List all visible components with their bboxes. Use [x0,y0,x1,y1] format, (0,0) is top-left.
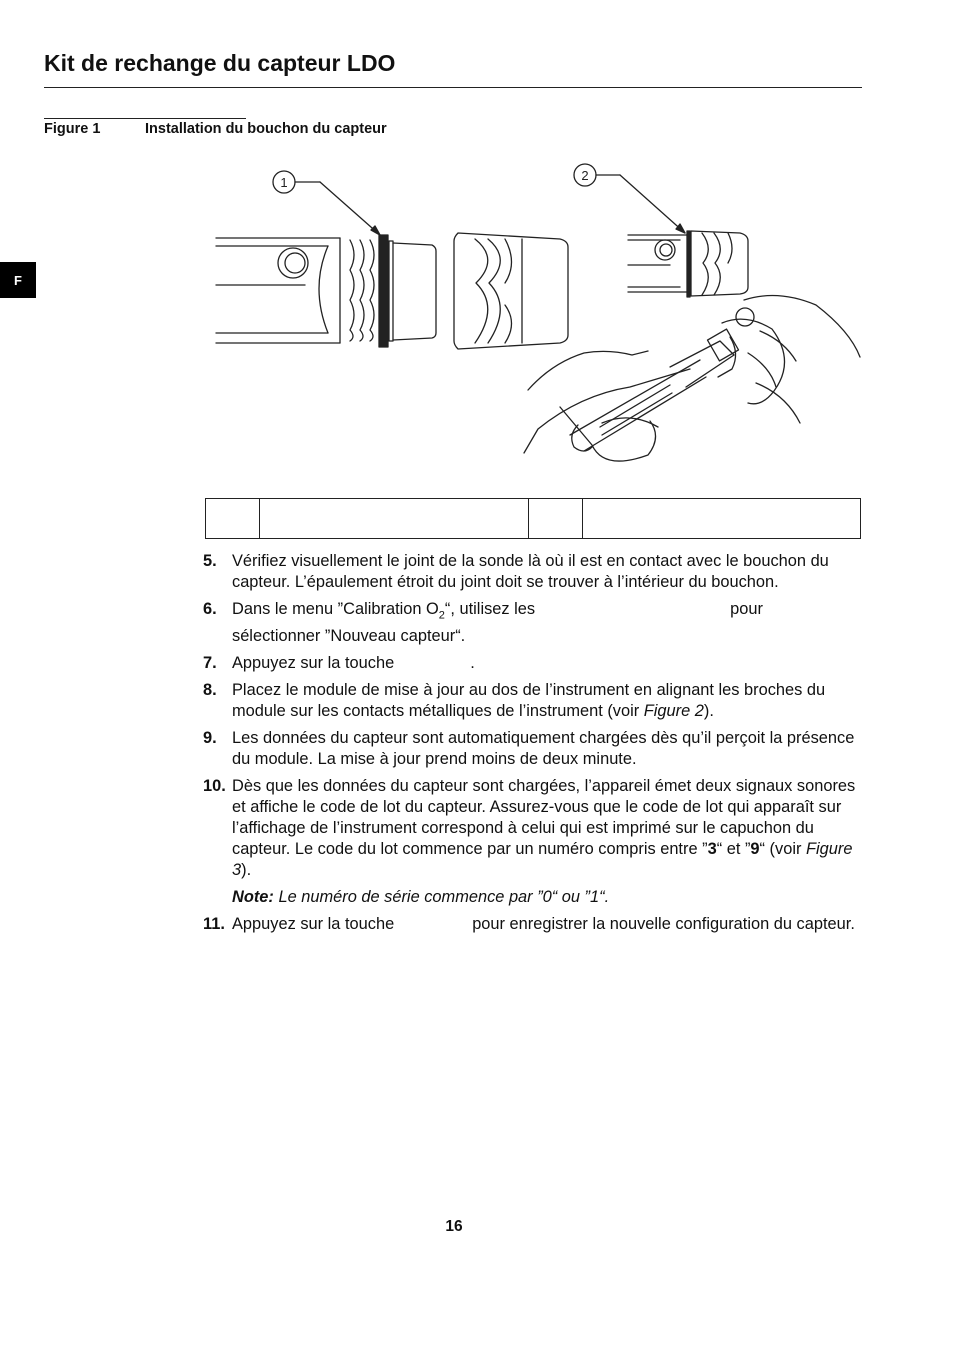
sensor-cap-illustration [200,155,870,485]
note [203,887,863,908]
step-10 [203,776,863,881]
step-7 [203,653,863,674]
o2-subscript: 2 [438,609,445,622]
language-tab: F [0,262,36,298]
step-6 [203,599,863,647]
step-number: 9. [203,729,217,748]
sensor-cap [454,233,568,349]
legend-cell [583,499,861,539]
lot-code-start: 3 [707,840,717,859]
figure-reference: Figure 2 [643,702,704,721]
step-5 [203,551,863,593]
step-8 [203,680,863,722]
step-9 [203,728,863,770]
step-text: ). [703,702,714,721]
step-text: Dès que les données du capteur sont chargées, l’appareil émet deux signaux sonores et affiche le code de lot du capteur. Assurez-vous que le code de lot qui apparaît sur l’affichage de l’instrument correspond à celui qui est imprimé sur le capuchon du capteur. Le code du lot commence par un numéro compris entre ” [232,777,856,859]
step-text: “ et ” [716,840,751,859]
step-text: Vérifiez visuellement le joint de la sonde là où il est en contact avec le bouchon du capteur. L’épaulement étroit du joint doit se trouver à l’intérieur du bouchon. [232,552,829,591]
step-number: 8. [203,681,217,700]
step-text: . [470,654,475,673]
page-number: 16 [445,1218,463,1235]
callout-1-label: 1 [280,175,288,190]
procedure-steps [203,551,863,941]
figure-caption: Installation du bouchon du capteur [145,121,387,137]
note-text: Le numéro de série commence par ”0“ ou ”1“. [278,888,610,907]
legend-cell [206,499,260,539]
step-text: “ (voir [759,840,802,859]
step-text: pour enregistrer la nouvelle configuration du capteur. [472,915,855,934]
title-divider [44,87,862,88]
figure-reference: Figure 3 [232,840,853,880]
note-label: Note: [232,888,274,907]
step-number: 10. [203,777,226,796]
step-text: Dans le menu ”Calibration O [232,600,439,618]
figure-divider [44,118,246,119]
step-text: ). [241,861,252,880]
lot-code-end: 9 [750,840,760,859]
page-title: Kit de rechange du capteur LDO [44,50,396,76]
step-number: 5. [203,552,217,570]
step-text: Placez le module de mise à jour au dos de l’instrument en alignant les broches du module sur les contacts métalliques de l’instrument (voir [232,681,826,721]
step-text: “, utilisez les [444,600,536,618]
figure-label: Figure 1 [44,121,101,137]
assembled-probe [628,231,748,297]
legend-cell [529,499,583,539]
hands-illustration [524,296,860,462]
callout-2 [574,164,685,233]
step-number: 7. [203,654,217,673]
step-number: 11. [203,915,225,934]
step-text: Les données du capteur sont automatiquement chargées dès qu’il perçoit la présence du module. La mise à jour prend moins de deux minute. [232,729,855,769]
legend-cell [260,499,529,539]
step-text: sélectionner ”Nouveau capteur“. [232,627,466,646]
callout-1 [273,171,380,235]
step-text: Appuyez sur la touche [232,915,395,934]
step-text: pour [730,600,763,618]
probe-body [216,235,436,347]
step-11 [203,914,863,935]
step-text: Appuyez sur la touche [232,654,395,673]
step-number: 6. [203,600,217,618]
figure-legend-table [205,498,861,539]
callout-2-label: 2 [581,168,589,183]
